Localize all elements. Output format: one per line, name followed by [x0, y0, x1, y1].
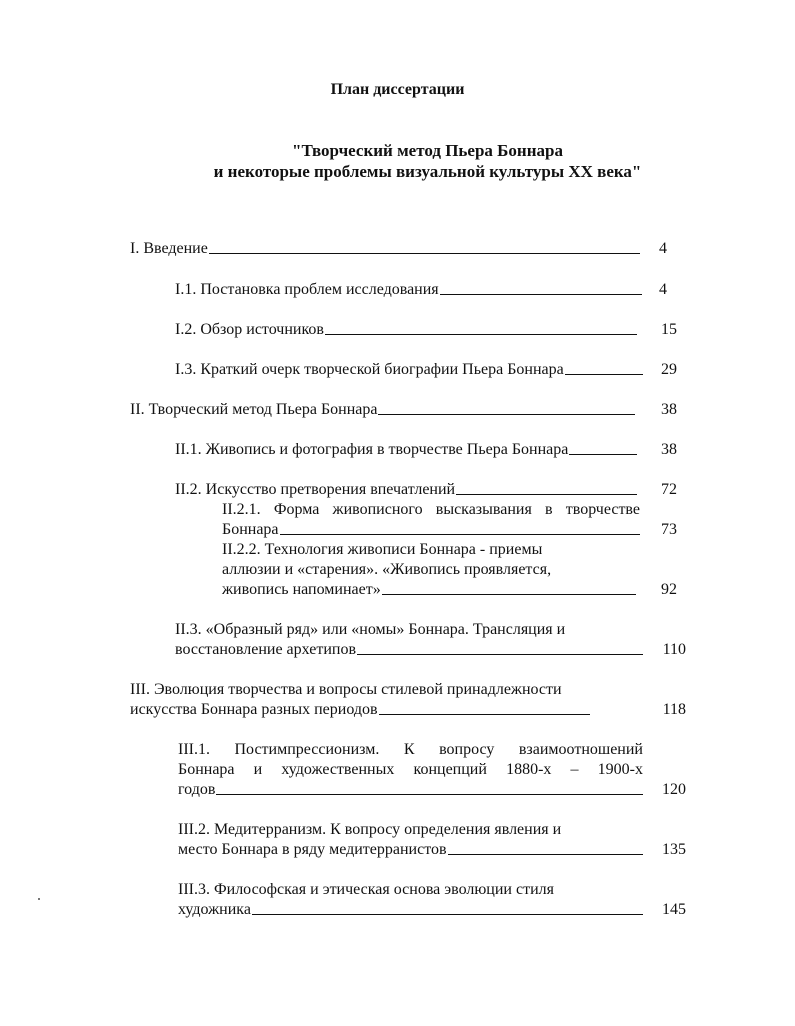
toc-page-number: 110	[662, 641, 686, 658]
toc-entry-line	[175, 480, 637, 500]
toc-entry-text: I. Введение	[130, 240, 208, 257]
toc-entry-line	[130, 400, 635, 420]
leader-line	[325, 320, 637, 335]
toc-entry-line	[175, 640, 643, 660]
toc-entry-line: III.3. Философская и этическая основа эволюции стиля	[178, 881, 554, 898]
toc-entry	[130, 239, 640, 259]
toc-entry-line: III.2. Медитерранизм. К вопросу определения явления и	[178, 821, 562, 838]
toc-entry	[178, 880, 643, 920]
toc-entry-line	[178, 900, 643, 920]
toc-entry	[175, 440, 637, 460]
leader-line	[440, 280, 642, 295]
toc-entry-text: II.1. Живопись и фотография в творчестве Пьера Боннара	[175, 441, 569, 458]
toc-page-number: 118	[662, 701, 686, 718]
toc-entry-text: восстановление архетипов	[175, 641, 357, 658]
toc-entry	[178, 820, 643, 860]
leader-line	[448, 840, 643, 855]
toc-entry-text: Боннара	[222, 521, 279, 538]
toc-entry-line: II.3. «Образный ряд» или «номы» Боннара. Трансляция и	[175, 621, 566, 638]
toc-page-number: 73	[661, 521, 677, 538]
dissertation-title-line-1: "Творческий метод Пьера Боннара	[292, 141, 563, 160]
dissertation-title-line-2: и некоторые проблемы визуальной культуры XX века"	[213, 162, 642, 181]
leader-line	[378, 400, 635, 415]
scan-speck	[38, 898, 40, 900]
toc-page-number: 4	[659, 240, 667, 257]
leader-line	[569, 440, 637, 455]
toc-entry	[222, 500, 640, 540]
toc-entry-line: III. Эволюция творчества и вопросы стилевой принадлежности	[130, 681, 562, 698]
toc-entry	[175, 620, 643, 660]
toc-entry-text: I.2. Обзор источников	[175, 321, 324, 338]
toc-page-number: 92	[661, 581, 677, 598]
toc-entry-line: Боннара и художественных концепций 1880-х – 1900-х	[178, 761, 643, 778]
toc-entry	[130, 680, 590, 720]
toc-entry	[175, 360, 643, 380]
toc-entry-line	[178, 780, 643, 800]
toc-entry-text: художника	[178, 901, 251, 918]
toc-entry-line	[178, 840, 643, 860]
toc-entry-text: живопись напоминает»	[222, 581, 381, 598]
page-title: План диссертации	[330, 81, 465, 98]
toc-page-number: 38	[661, 401, 677, 418]
leader-line	[280, 520, 640, 535]
toc-entry-text: II.2. Искусство претворения впечатлений	[175, 481, 456, 498]
toc-entry-line	[130, 239, 640, 259]
leader-line	[456, 480, 637, 495]
toc-entry-line	[175, 280, 642, 300]
toc-entry-text: искусства Боннара разных периодов	[130, 701, 378, 718]
toc-entry-line: II.2.1. Форма живописного высказывания в творчестве	[222, 501, 640, 518]
toc-page-number: 120	[662, 781, 686, 798]
leader-line	[565, 360, 643, 375]
toc-page-number: 145	[662, 901, 686, 918]
toc-entry-text: годов	[178, 781, 216, 798]
toc-page-number: 15	[661, 321, 677, 338]
toc-page-number: 135	[662, 841, 686, 858]
toc-entry-text: I.1. Постановка проблем исследования	[175, 281, 439, 298]
toc-entry-line	[222, 580, 636, 600]
leader-line	[382, 580, 636, 595]
toc-entry-line	[175, 440, 637, 460]
toc-page-number: 38	[661, 441, 677, 458]
toc-entry	[130, 400, 635, 420]
leader-line	[357, 640, 643, 655]
toc-entry-text: место Боннара в ряду медитерранистов	[178, 841, 447, 858]
toc-entry	[175, 320, 637, 340]
toc-entry-text: II. Творческий метод Пьера Боннара	[130, 401, 378, 418]
toc-entry-line	[175, 360, 643, 380]
leader-line	[379, 700, 590, 715]
toc-entry	[222, 540, 636, 600]
toc-entry	[178, 740, 643, 800]
toc-page-number: 72	[661, 481, 677, 498]
leader-line	[216, 780, 643, 795]
toc-entry	[175, 480, 637, 500]
toc-page-number: 4	[659, 281, 667, 298]
leader-line	[252, 900, 643, 915]
toc-entry-line	[175, 320, 637, 340]
toc-entry	[175, 280, 642, 300]
toc-page-number: 29	[661, 361, 677, 378]
toc-entry-line	[130, 700, 590, 720]
toc-entry-line: II.2.2. Технология живописи Боннара - приемы	[222, 541, 543, 558]
toc-entry-line	[222, 520, 640, 540]
toc-entry-text: I.3. Краткий очерк творческой биографии Пьера Боннара	[175, 361, 564, 378]
toc-entry-line: аллюзии и «старения». «Живопись проявляется,	[222, 561, 552, 578]
leader-line	[209, 239, 640, 254]
toc-entry-line: III.1. Постимпрессионизм. К вопросу взаимоотношений	[178, 741, 643, 758]
